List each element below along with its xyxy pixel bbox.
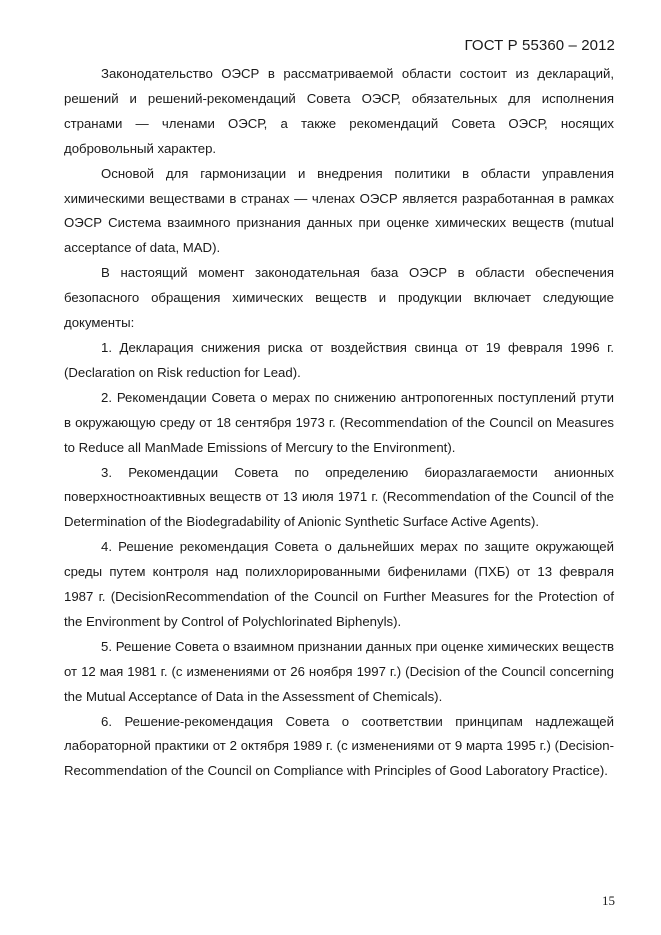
list-item-pcb-decision: 4. Решение рекомендация Совета о дальнейших мерах по защите окружающей среды путем контроля над полихлорированными бифенилами (ПХБ) от 13 февраля 1987 г. (DecisionRecommendation of the Council on Further Measures for the Protection of the Environment by Control of Polychlorinated Biphenyls). — [64, 539, 614, 629]
standard-header: ГОСТ Р 55360 – 2012 — [464, 37, 615, 54]
page-number: 15 — [602, 893, 615, 908]
list-item-mutual-acceptance-decision: 5. Решение Совета о взаимном признании данных при оценке химических веществ от 12 мая 1981 г. (с изменениями от 26 ноября 1997 г.) (Decision of the Council concerning the Mutual Acceptance of Data in the Assessment of Chemicals). — [64, 638, 614, 704]
paragraph-legal-base-intro: В настоящий момент законодательная база ОЭСР в области обеспечения безопасного обращения химических веществ и продукции включает следующие документы: — [64, 265, 614, 331]
list-item-glp-decision: 6. Решение-рекомендация Совета о соответствии принципам надлежащей лабораторной практики от 2 октября 1989 г. (с изменениями от 9 марта 1995 г.) (Decision-Recommendation of the Council on Compliance with Principles of Good Laboratory Practice). — [64, 713, 614, 779]
document-body — [64, 62, 614, 784]
paragraph-oecd-legislation: Законодательство ОЭСР в рассматриваемой области состоит из деклараций, решений и решений-рекомендаций Совета ОЭСР, обязательных для исполнения странами — членами ОЭСР, а также рекомендаций Совета ОЭСР, носящих добровольный характер. — [64, 66, 614, 156]
list-item-biodegradability-recommendation: 3. Рекомендации Совета по определению биоразлагаемости анионных поверхностноактивных веществ от 13 июля 1971 г. (Recommendation of the Council of the Determination of the Biodegradability of Anionic Synthetic Surface Active Agents). — [64, 464, 614, 530]
list-item-lead-declaration: 1. Декларация снижения риска от воздействия свинца от 19 февраля 1996 г. (Declaration on Risk reduction for Lead). — [64, 339, 614, 380]
paragraph-mad-system: Основой для гармонизации и внедрения политики в области управления химическими веществами в странах — членах ОЭСР является разработанная в рамках ОЭСР Система взаимного признания данных при оценке химических веществ (mutual acceptance of data, MAD). — [64, 165, 614, 256]
list-item-mercury-recommendation: 2. Рекомендации Совета о мерах по снижению антропогенных поступлений ртути в окружающую среду от 18 сентября 1973 г. (Recommendation of the Council on Measures to Reduce all ManMade Emissions of Mercury to the Environment). — [64, 389, 614, 455]
